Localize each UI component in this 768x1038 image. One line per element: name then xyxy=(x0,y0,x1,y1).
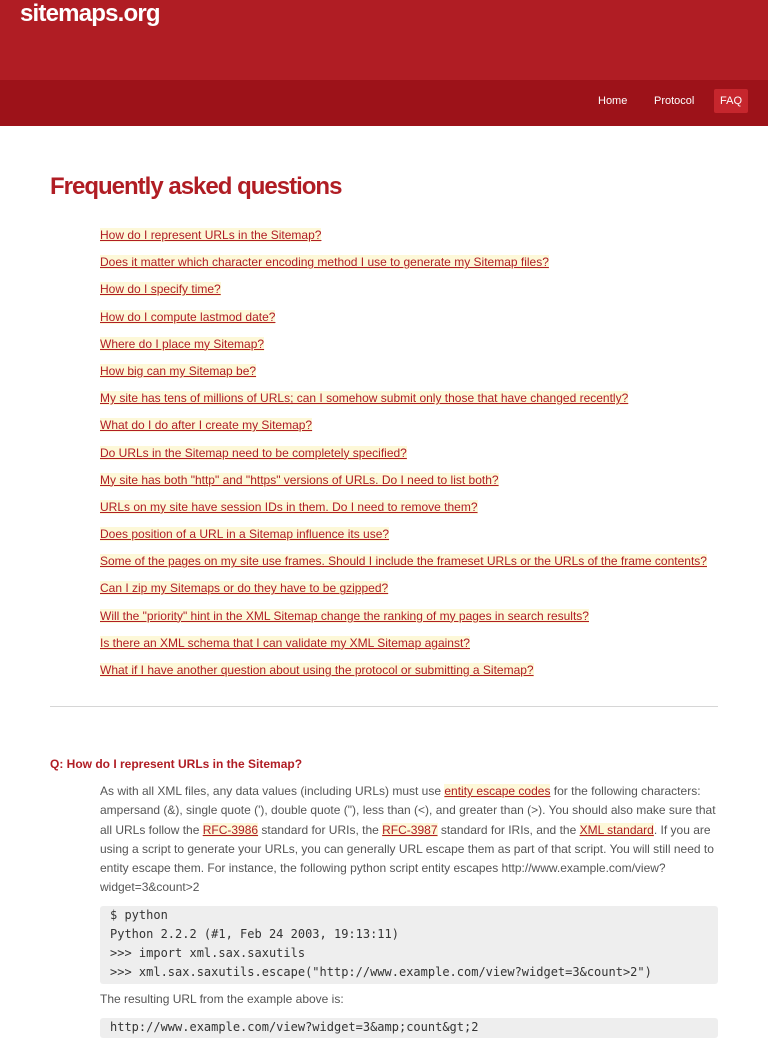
list-item xyxy=(100,308,707,335)
entity-escape-link[interactable]: entity escape codes xyxy=(444,784,551,798)
list-item xyxy=(100,634,707,661)
faq-link[interactable]: Where do I place my Sitemap? xyxy=(100,336,265,351)
code-line: >>> import xml.sax.saxutils xyxy=(110,946,306,960)
faq-link[interactable]: What if I have another question about using the protocol or submitting a Sitemap? xyxy=(100,663,534,677)
list-item xyxy=(100,335,707,362)
nav-bar xyxy=(0,80,768,126)
list-item xyxy=(100,607,707,634)
answer-text: As with all XML files, any data values (including URLs) must use xyxy=(100,784,445,798)
list-item xyxy=(100,498,707,525)
answer-paragraph xyxy=(100,782,718,898)
faq-index-list xyxy=(100,226,707,688)
code-line: >>> xml.sax.saxutils.escape("http://www.example.com/view?widget=3&count>2") xyxy=(110,965,652,979)
section-divider xyxy=(50,706,718,707)
rfc3986-link[interactable]: RFC-3986 xyxy=(202,822,259,837)
answer-text: . If you are using a script to generate your URLs, you can generally URL escape them as part of that script. You will still need to entity escape them. For instance, the following python script entity escapes http://www.example.com/view?widget=3&count>2 xyxy=(100,822,714,895)
faq-link[interactable]: My site has tens of millions of URLs; can I somehow submit only those that have changed recently? xyxy=(100,391,629,406)
faq-link[interactable]: Is there an XML schema that I can validate my XML Sitemap against? xyxy=(100,635,470,650)
faq-link[interactable]: How big can my Sitemap be? xyxy=(100,363,257,378)
nav-faq-link[interactable]: FAQ xyxy=(714,89,748,113)
list-item xyxy=(100,661,707,688)
list-item xyxy=(100,471,707,498)
list-item xyxy=(100,226,707,253)
code-line: Python 2.2.2 (#1, Feb 24 2003, 19:13:11) xyxy=(110,927,399,941)
list-item xyxy=(100,552,707,579)
answer-text: standard for IRIs, and the xyxy=(437,822,580,837)
faq-link[interactable]: My site has both "http" and "https" versions of URLs. Do I need to list both? xyxy=(100,472,499,487)
list-item xyxy=(100,280,707,307)
faq-link[interactable]: Does it matter which character encoding method I use to generate my Sitemap files? xyxy=(100,255,549,270)
faq-link[interactable]: What do I do after I create my Sitemap? xyxy=(100,418,313,433)
header-banner xyxy=(0,0,768,80)
list-item xyxy=(100,253,707,280)
result-text: The resulting URL from the example above is: xyxy=(100,992,344,1006)
faq-link[interactable]: How do I compute lastmod date? xyxy=(100,309,276,324)
faq-link[interactable]: How do I specify time? xyxy=(100,282,221,297)
list-item xyxy=(100,389,707,416)
code-line: $ python xyxy=(110,908,168,922)
list-item xyxy=(100,444,707,471)
python-code-block xyxy=(100,906,718,984)
question-heading: Q: How do I represent URLs in the Sitemap? xyxy=(50,757,303,771)
list-item xyxy=(100,579,707,606)
nav-protocol-link[interactable]: Protocol xyxy=(654,95,695,107)
faq-link[interactable]: Can I zip my Sitemaps or do they have to be gzipped? xyxy=(100,581,389,596)
code-line: http://www.example.com/view?widget=3&amp;count&gt;2 xyxy=(110,1020,479,1034)
faq-link[interactable]: Do URLs in the Sitemap need to be completely specified? xyxy=(100,445,407,460)
list-item xyxy=(100,362,707,389)
result-code-block xyxy=(100,1018,718,1038)
rfc3987-link[interactable]: RFC-3987 xyxy=(382,822,438,837)
faq-link[interactable]: Does position of a URL in a Sitemap influence its use? xyxy=(100,527,390,542)
faq-link[interactable]: Some of the pages on my site use frames. Should I include the frameset URLs or the URLs of the frame contents? xyxy=(100,554,707,569)
list-item xyxy=(100,525,707,552)
faq-link[interactable]: How do I represent URLs in the Sitemap? xyxy=(100,228,322,242)
list-item xyxy=(100,416,707,443)
site-logo[interactable]: sitemaps.org xyxy=(20,0,160,27)
answer-text: standard for URIs, the xyxy=(258,822,383,837)
faq-link[interactable]: Will the "priority" hint in the XML Sitemap change the ranking of my pages in search results? xyxy=(100,608,589,623)
nav-home-link[interactable]: Home xyxy=(598,95,628,107)
answer-text: for the following characters: ampersand (&), single quote ('), double quote ("), less than (<), and greater than (>). You should also make sure that all URLs follow the xyxy=(100,784,716,837)
xml-standard-link[interactable]: XML standard xyxy=(579,822,654,837)
page-title: Frequently asked questions xyxy=(50,173,342,200)
faq-link[interactable]: URLs on my site have session IDs in them. Do I need to remove them? xyxy=(100,499,478,514)
